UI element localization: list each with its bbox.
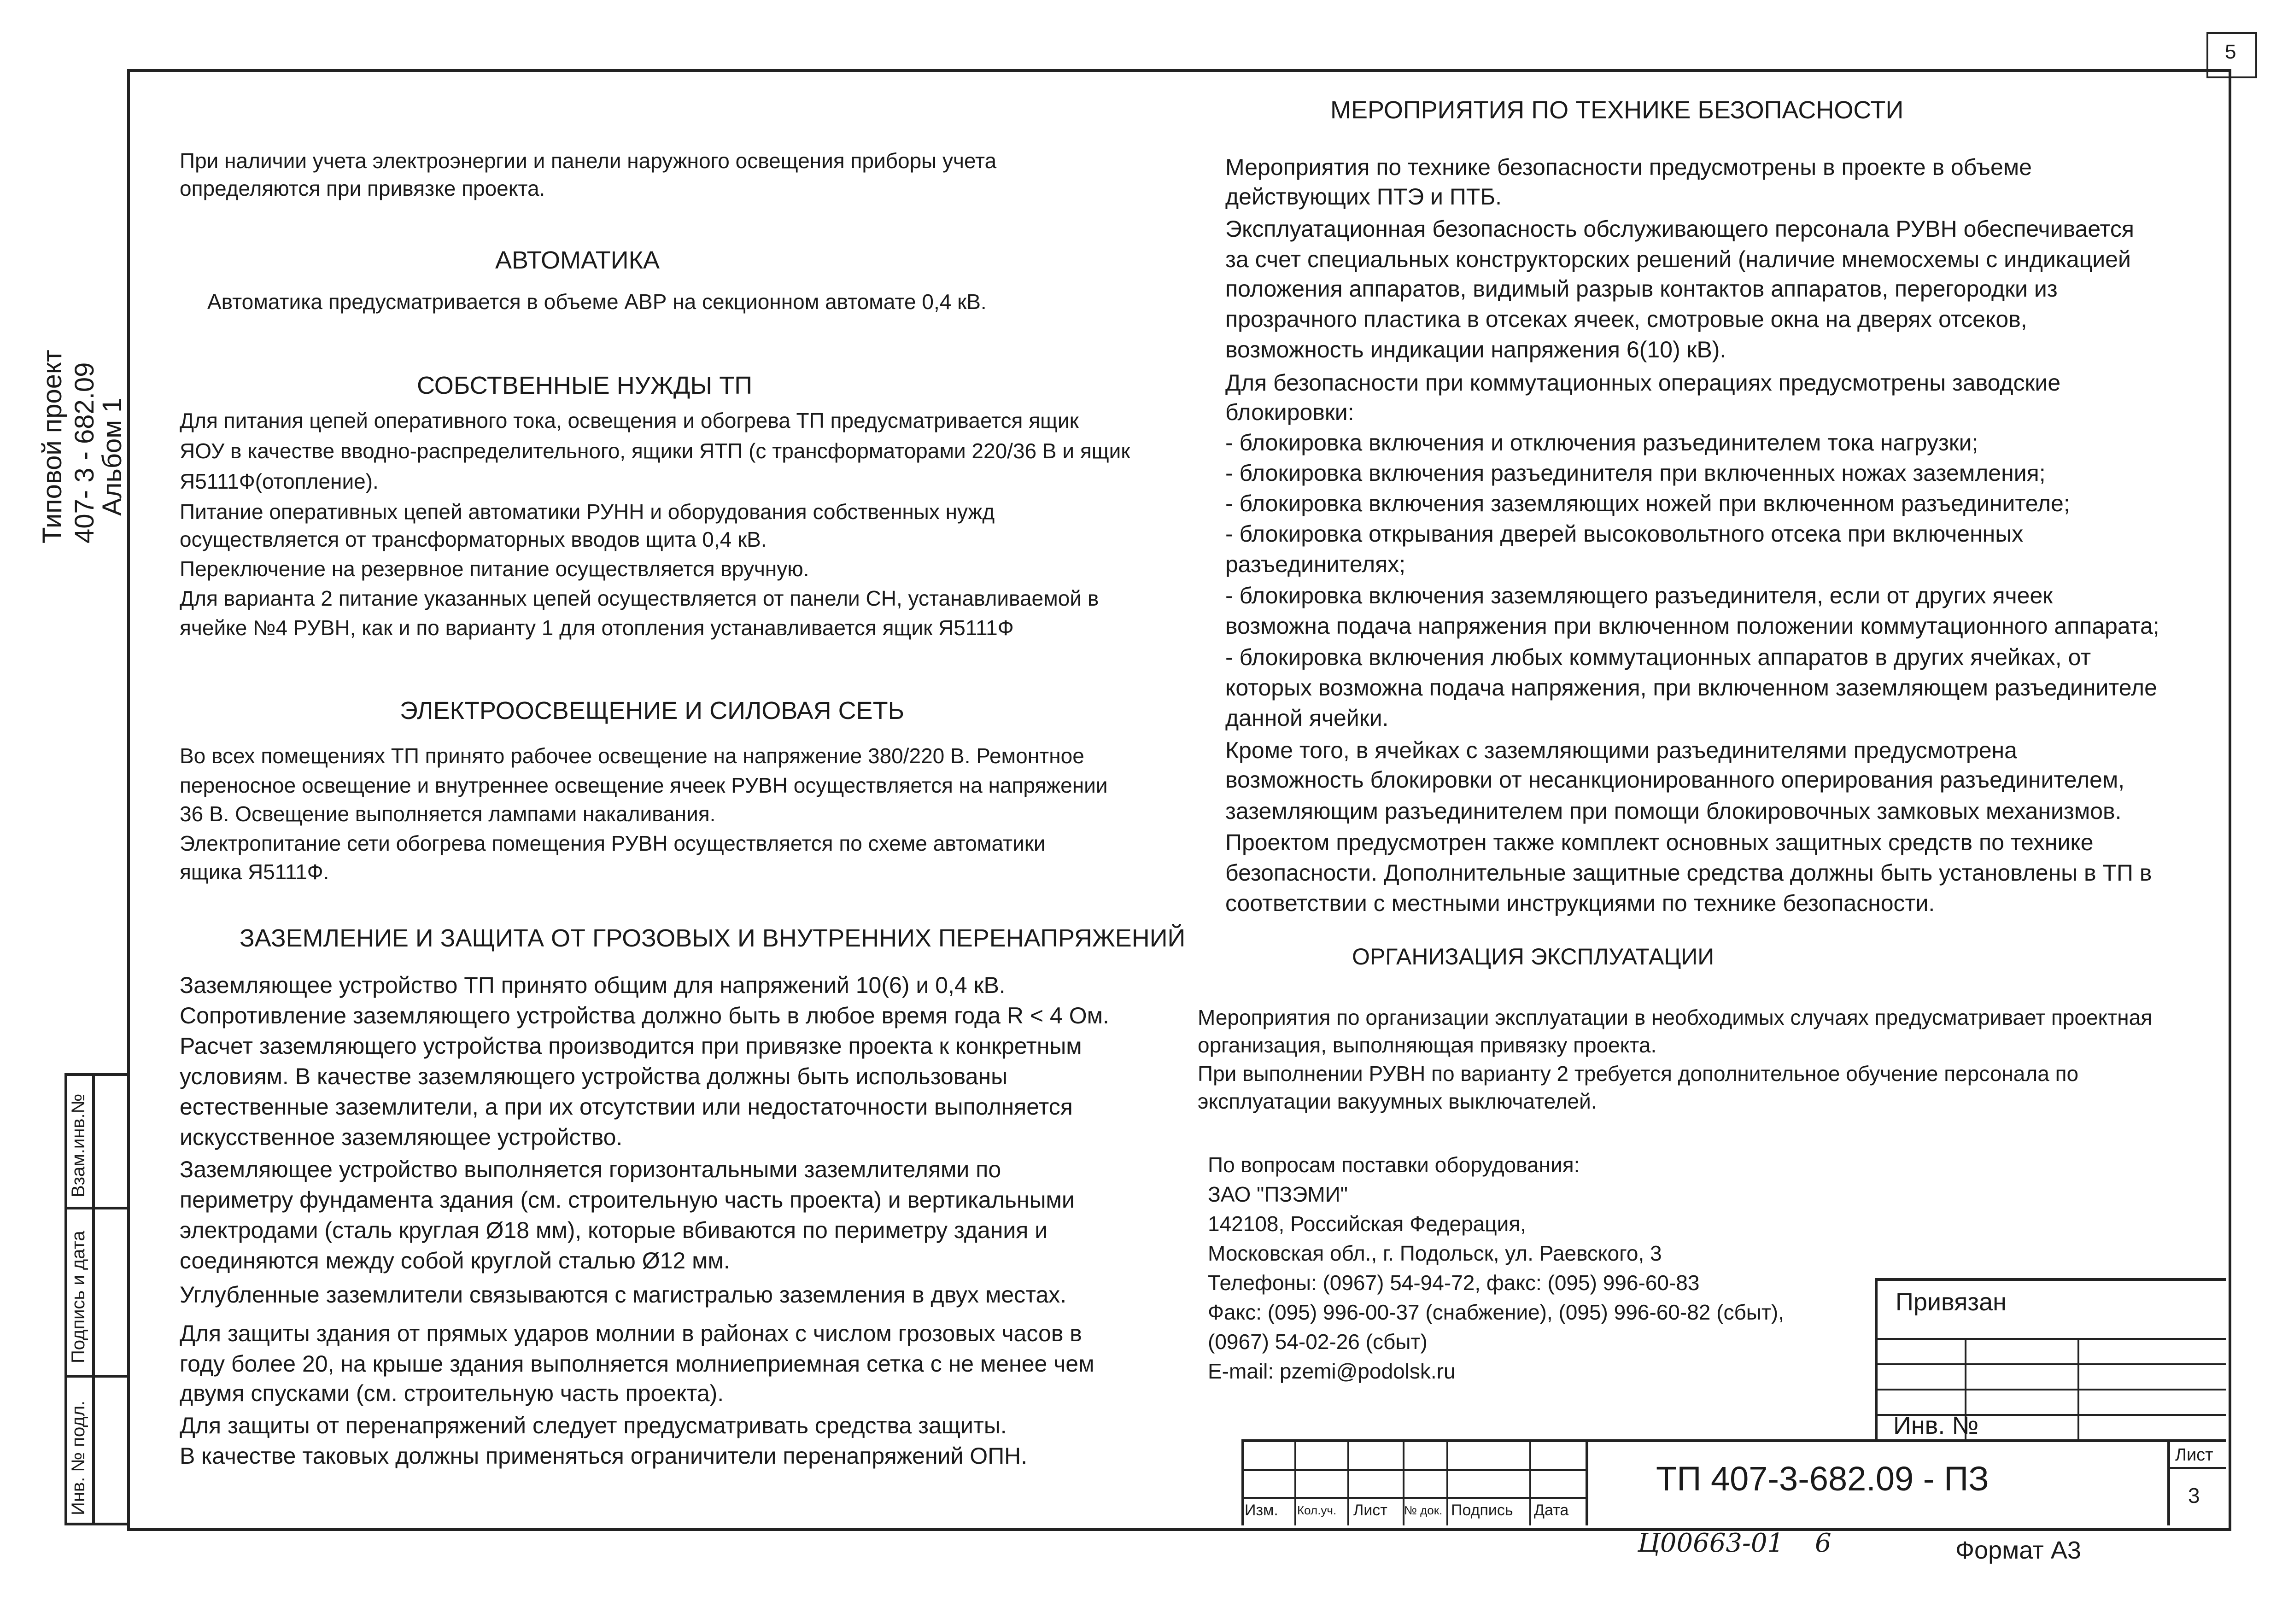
paragraph-line: периметру фундамента здания (см. строительную часть проекта) и вертикальными bbox=[180, 1187, 1075, 1213]
paragraph-line: Электропитание сети обогрева помещения РУВН осуществляется по схеме автоматики bbox=[180, 831, 1046, 855]
paragraph-line: Питание оперативных цепей автоматики РУНН и оборудования собственных нужд bbox=[180, 500, 995, 524]
privyazan-inv-no: Инв. № bbox=[1893, 1412, 1979, 1439]
contact-line: Факс: (095) 996-00-37 (снабжение), (095) 996-60-82 (сбыт), bbox=[1208, 1300, 1785, 1324]
contact-line: По вопросам поставки оборудования: bbox=[1208, 1153, 1580, 1177]
paragraph-line: блокировки: bbox=[1225, 399, 1354, 425]
col-kol-label: Кол.уч. bbox=[1297, 1503, 1337, 1517]
safety-title: МЕРОПРИЯТИЯ ПО ТЕХНИКЕ БЕЗОПАСНОСТИ bbox=[1330, 96, 1904, 124]
paragraph-line: Для безопасности при коммутационных операциях предусмотрены заводские bbox=[1225, 370, 2061, 396]
paragraph-line: эксплуатации вакуумных выключателей. bbox=[1198, 1089, 1597, 1113]
side-row-divider-2 bbox=[64, 1375, 130, 1378]
paragraph-line: году более 20, на крыше здания выполняется молниеприемная сетка с не менее чем bbox=[180, 1351, 1094, 1377]
title-block-col-2 bbox=[1347, 1439, 1349, 1525]
paragraph-line: соединяются между собой круглой сталью Ø12 мм. bbox=[180, 1248, 730, 1273]
paragraph-line: - блокировка включения заземляющих ножей при включенном разъединителе; bbox=[1225, 491, 2070, 516]
contact-line: Телефоны: (0967) 54-94-72, факс: (095) 996-60-83 bbox=[1208, 1271, 1700, 1295]
side-row-divider-1 bbox=[64, 1207, 130, 1209]
paragraph-line: - блокировка включения разъединителя при включенных ножах заземления; bbox=[1225, 460, 2046, 486]
paragraph-line: возможность блокировки от несанкционированного оперирования разъединителем, bbox=[1225, 767, 2125, 793]
col-list-label: Лист bbox=[1353, 1501, 1387, 1519]
paragraph-line: При наличии учета электроэнергии и панели наружного освещения приборы учета bbox=[180, 149, 997, 173]
handwritten-inv: Ц00663-01 bbox=[1638, 1528, 1784, 1558]
paragraph-line: Эксплуатационная безопасность обслуживающего персонала РУВН обеспечивается bbox=[1225, 216, 2134, 242]
paragraph-line: действующих ПТЭ и ПТБ. bbox=[1225, 184, 1502, 210]
paragraph-line: - блокировка включения и отключения разъединителем тока нагрузки; bbox=[1225, 430, 1978, 456]
paragraph-line: заземляющим разъединителем при помощи блокировочных замковых механизмов. bbox=[1225, 798, 2122, 824]
paragraph-line: Кроме того, в ячейках с заземляющими разъединителями предусмотрена bbox=[1225, 737, 2017, 763]
paragraph-line: положения аппаратов, видимый разрыв контактов аппаратов, перегородки из bbox=[1225, 276, 2058, 302]
paragraph-line: искусственное заземляющее устройство. bbox=[180, 1124, 623, 1150]
side-col-divider bbox=[92, 1073, 95, 1525]
paragraph-line: за счет специальных конструкторских решений (наличие мнемосхемы с индикацией bbox=[1225, 246, 2131, 272]
paragraph-line: Проектом предусмотрен также комплект основных защитных средств по технике bbox=[1225, 830, 2094, 855]
contact-line: (0967) 54-02-26 (сбыт) bbox=[1208, 1330, 1428, 1354]
paragraph-line: переносное освещение и внутреннее освещение ячеек РУВН осуществляется на напряжении bbox=[180, 773, 1108, 797]
paragraph-line: Во всех помещениях ТП принято рабочее освещение на напряжение 380/220 В. Ремонтное bbox=[180, 744, 1084, 768]
col-ndok-label: № док. bbox=[1404, 1503, 1443, 1517]
own-needs-title: СОБСТВЕННЫЕ НУЖДЫ ТП bbox=[417, 372, 753, 399]
paragraph-line: - блокировка открывания дверей высоковольтного отсека при включенных bbox=[1225, 521, 2024, 547]
paragraph-line: Мероприятия по организации эксплуатации в необходимых случаях предусматривает проектная bbox=[1198, 1005, 2153, 1029]
side-stamp-line1: Типовой проект bbox=[37, 350, 67, 543]
paragraph-line: 36 В. Освещение выполняется лампами накаливания. bbox=[180, 802, 716, 826]
title-block-row-1 bbox=[1241, 1469, 1587, 1471]
paragraph-line: Заземляющее устройство выполняется горизонтальными заземлителями по bbox=[180, 1157, 1001, 1182]
contact-line: 142108, Российская Федерация, bbox=[1208, 1212, 1526, 1236]
paragraph-line: которых возможна подача напряжения, при включенном заземляющем разъединителе bbox=[1225, 675, 2157, 701]
title-block-col-main bbox=[1586, 1439, 1588, 1525]
paragraph-line: разъединителях; bbox=[1225, 551, 1406, 577]
grounding-title: ЗАЗЕМЛЕНИЕ И ЗАЩИТА ОТ ГРОЗОВЫХ И ВНУТРЕННИХ ПЕРЕНАПРЯЖЕНИЙ bbox=[240, 924, 1186, 952]
paragraph-line: определяются при привязке проекта. bbox=[180, 176, 545, 200]
paragraph-line: осуществляется от трансформаторных вводов щита 0,4 кВ. bbox=[180, 527, 767, 551]
title-block-col-5 bbox=[1529, 1439, 1531, 1525]
lighting-title: ЭЛЕКТРООСВЕЩЕНИЕ И СИЛОВАЯ СЕТЬ bbox=[400, 697, 905, 724]
contact-line: E-mail: pzemi@podolsk.ru bbox=[1208, 1359, 1456, 1383]
paragraph-line: возможность индикации напряжения 6(10) кВ). bbox=[1225, 337, 1726, 362]
col-izm-label: Изм. bbox=[1245, 1501, 1278, 1519]
contact-line: ЗАО "ПЗЭМИ" bbox=[1208, 1182, 1348, 1206]
paragraph-line: Для варианта 2 питание указанных цепей осуществляется от панели СН, устанавливаемой в bbox=[180, 586, 1099, 610]
privyazan-row-3 bbox=[1875, 1389, 2226, 1390]
side-col-vzam-inv: Взам.инв.№ bbox=[68, 1093, 88, 1198]
handwritten-page: 6 bbox=[1815, 1528, 1832, 1558]
paragraph-line: Переключение на резервное питание осуществляется вручную. bbox=[180, 557, 809, 581]
paragraph-line: электродами (сталь круглая Ø18 мм), которые вбиваются по периметру здания и bbox=[180, 1217, 1048, 1243]
side-col-sign-date: Подпись и дата bbox=[68, 1231, 88, 1363]
title-block-row-2 bbox=[1241, 1497, 1587, 1499]
automation-title: АВТОМАТИКА bbox=[495, 246, 660, 274]
paragraph-line: Сопротивление заземляющего устройства должно быть в любое время года R < 4 Ом. bbox=[180, 1003, 1109, 1028]
paragraph-line: возможна подача напряжения при включенном положении коммутационного аппарата; bbox=[1225, 613, 2159, 639]
title-block-col-sheet bbox=[2167, 1439, 2170, 1525]
paragraph-line: организация, выполняющая привязку проекта. bbox=[1198, 1033, 1657, 1057]
paragraph-line: Заземляющее устройство ТП принято общим для напряжений 10(6) и 0,4 кВ. bbox=[180, 972, 1006, 998]
doc-code: ТП 407-3-682.09 - ПЗ bbox=[1656, 1460, 1989, 1498]
paragraph-line: соответствии с местными инструкциями по технике безопасности. bbox=[1225, 890, 1935, 916]
col-data-label: Дата bbox=[1534, 1501, 1569, 1519]
title-block-col-4 bbox=[1446, 1439, 1448, 1525]
paragraph-line: двумя спусками (см. строительную часть проекта). bbox=[180, 1380, 724, 1406]
corner-sheet-number: 5 bbox=[2225, 41, 2236, 63]
paragraph-line: - блокировка включения любых коммутационных аппаратов в других ячейках, от bbox=[1225, 644, 2091, 670]
paragraph-line: ящика Я5111Ф. bbox=[180, 860, 329, 884]
privyazan-title: Привязан bbox=[1896, 1288, 2007, 1316]
paragraph-line: Расчет заземляющего устройства производится при привязке проекта к конкретным bbox=[180, 1033, 1082, 1059]
privyazan-row-1 bbox=[1875, 1338, 2226, 1340]
operation-title: ОРГАНИЗАЦИЯ ЭКСПЛУАТАЦИИ bbox=[1352, 944, 1715, 970]
paragraph-line: Углубленные заземлители связываются с магистралью заземления в двух местах. bbox=[180, 1282, 1067, 1308]
paragraph-line: естественные заземлители, а при их отсутствии или недостаточности выполняется bbox=[180, 1094, 1073, 1120]
paragraph-line: Автоматика предусматривается в объеме АВР на секционном автомате 0,4 кВ. bbox=[207, 290, 987, 314]
side-stamp-line2: 407- 3 - 682.09 bbox=[70, 362, 99, 543]
title-block-sheet-row bbox=[2167, 1467, 2226, 1469]
paragraph-line: ЯОУ в качестве вводно-распределительного, ящики ЯТП (с трансформаторами 220/36 В и ящик bbox=[180, 439, 1130, 463]
paragraph-line: условиям. В качестве заземляющего устройства должны быть использованы bbox=[180, 1063, 1008, 1089]
paragraph-line: Для защиты здания от прямых ударов молнии в районах с числом грозовых часов в bbox=[180, 1320, 1082, 1346]
paragraph-line: Для защиты от перенапряжений следует предусматривать средства защиты. bbox=[180, 1413, 1007, 1438]
paragraph-line: безопасности. Дополнительные защитные средства должны быть установлены в ТП в bbox=[1225, 860, 2152, 886]
paragraph-line: В качестве таковых должны применяться ограничители перенапряжений ОПН. bbox=[180, 1443, 1028, 1469]
paragraph-line: Для питания цепей оперативного тока, освещения и обогрева ТП предусматривается ящик bbox=[180, 409, 1079, 432]
paragraph-line: Я5111Ф(отопление). bbox=[180, 469, 379, 493]
format-label: Формат А3 bbox=[1955, 1536, 2081, 1564]
sheet-label: Лист bbox=[2175, 1445, 2213, 1465]
side-stamp-line3: Альбом 1 bbox=[97, 397, 127, 516]
privyazan-col-2 bbox=[2077, 1338, 2079, 1439]
paragraph-line: - блокировка включения заземляющего разъединителя, если от других ячеек bbox=[1225, 583, 2053, 608]
sheet-value: 3 bbox=[2188, 1484, 2200, 1507]
title-block-col-1 bbox=[1294, 1439, 1296, 1525]
col-podpis-label: Подпись bbox=[1451, 1501, 1513, 1519]
paragraph-line: прозрачного пластика в отсеках ячеек, смотровые окна на дверях отсеков, bbox=[1225, 306, 2027, 332]
paragraph-line: При выполнении РУВН по варианту 2 требуется дополнительное обучение персонала по bbox=[1198, 1062, 2079, 1086]
privyazan-row-2 bbox=[1875, 1363, 2226, 1365]
paragraph-line: ячейке №4 РУВН, как и по варианту 1 для отопления устанавливается ящик Я5111Ф bbox=[180, 616, 1014, 640]
contact-line: Московская обл., г. Подольск, ул. Раевского, 3 bbox=[1208, 1241, 1662, 1265]
paragraph-line: Мероприятия по технике безопасности предусмотрены в проекте в объеме bbox=[1225, 154, 2032, 180]
paragraph-line: данной ячейки. bbox=[1225, 705, 1389, 731]
side-col-inv-podl: Инв. № подл. bbox=[68, 1400, 88, 1515]
